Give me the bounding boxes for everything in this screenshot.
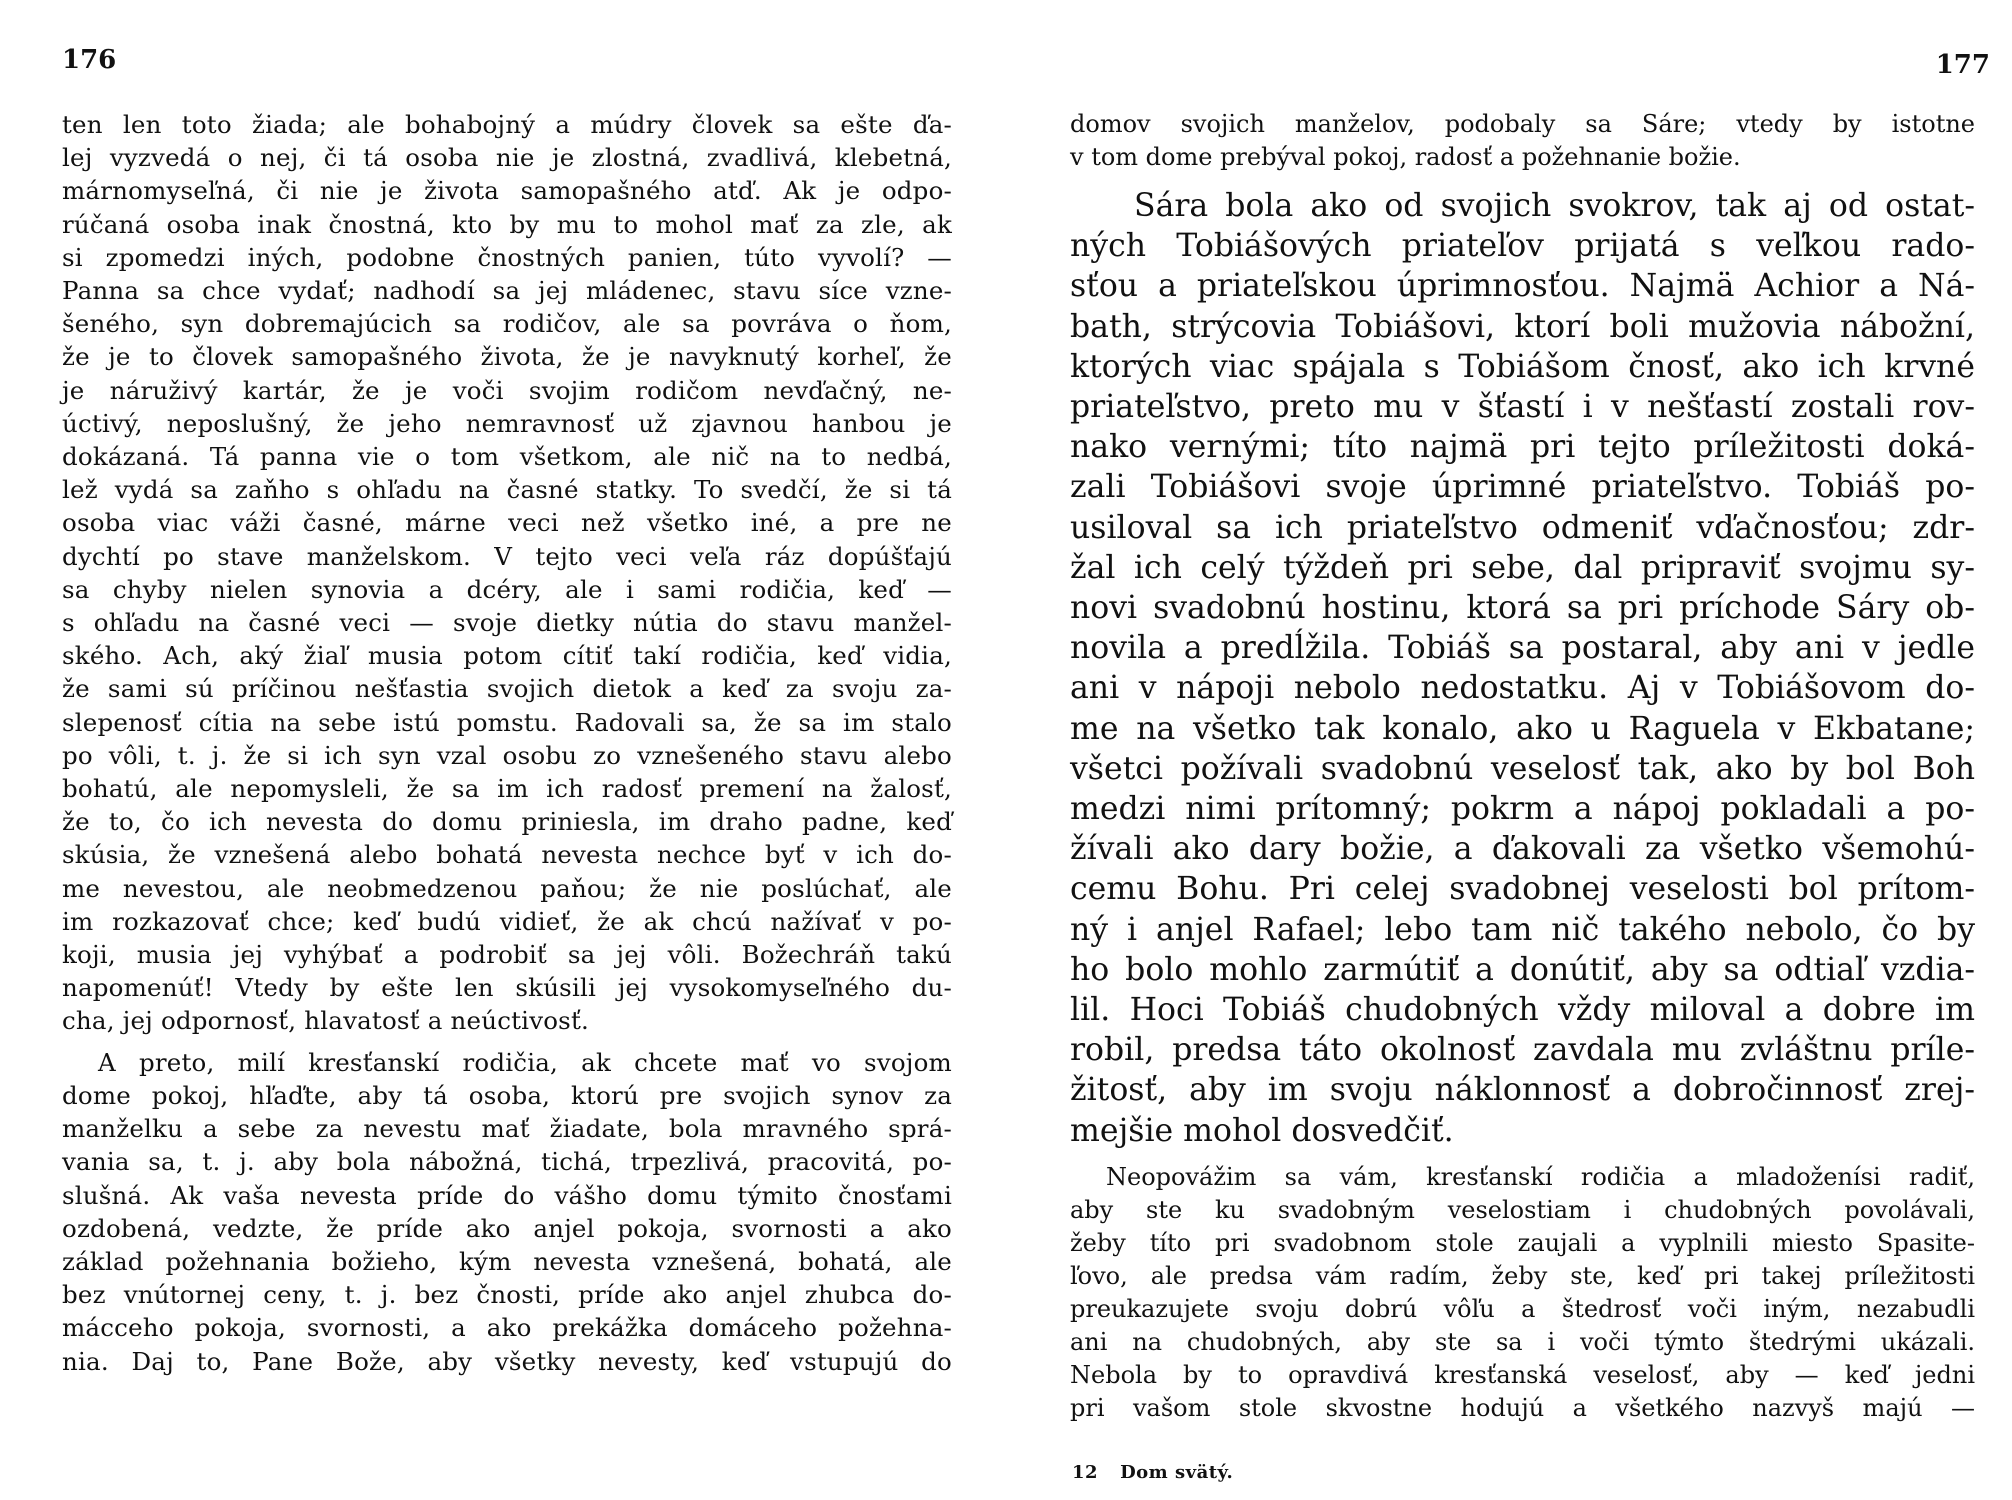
text-line: nako vernými; títo najmä pri tejto príležitosti doká- [1070,429,1975,466]
text-line: preukazujete svoju dobrú vôľu a štedrosť voči iným, nezabudli [1070,1294,1975,1323]
text-line: skúsia, že vznešená alebo bohatá nevesta nechce byť v ich do- [62,840,952,870]
text-line: ani na chudobných, aby ste sa i voči týmto štedrými ukázali. [1070,1327,1975,1356]
text-line: všetci požívali svadobnú veselosť tak, ako by bol Boh [1070,750,1975,787]
right-page-text [1070,108,1975,1425]
text-line: napomenúť! Vtedy by ešte len skúsili jej vysokomyseľného du- [62,973,952,1003]
left-page-text [62,108,952,1378]
text-line: cha, jej odpornosť, hlavatosť a neúctivosť. [62,1006,589,1036]
text-line: nia. Daj to, Pane Bože, aby všetky nevesty, keď vstupujú do [62,1346,952,1376]
text-line: aby ste ku svadobným veselostiam i chudobných povolávali, [1070,1195,1975,1224]
text-line: Panna sa chce vydať; nadhodí sa jej mládenec, stavu síce vzne- [62,276,952,306]
text-line: ných Tobiášových priateľov prijatá s veľkou rado- [1070,228,1975,265]
text-line: rúčaná osoba inak čnostná, kto by mu to mohol mať za zle, ak [62,209,952,239]
text-line: lil. Hoci Tobiáš chudobných vždy miloval a dobre im [1070,992,1975,1029]
text-line: ho bolo mohlo zarmútiť a donútiť, aby sa odtiaľ vzdia- [1070,951,1975,988]
text-line: že je to človek samopašného života, že je navyknutý korheľ, že [62,342,952,372]
text-line: ten len toto žiada; ale bohabojný a múdry človek sa ešte ďa- [62,110,952,139]
text-line: A preto, milí kresťanskí rodičia, ak chcete mať vo svojom [98,1047,952,1077]
text-line: novila a predĺžila. Tobiáš sa postaral, aby ani v jedle [1070,630,1975,667]
intro-paragraph [1070,108,1975,174]
text-line: v tom dome prebýval pokoj, radosť a požehnanie božie. [1070,143,1741,171]
text-line: ľovo, ale predsa vám radím, žeby ste, keď pri takej príležitosti [1070,1261,1975,1290]
text-line: že to, čo ich nevesta do domu priniesla, im draho padne, keď [62,807,952,837]
text-line: úctivý, neposlušný, že jeho nemravnosť už zjavnou hanbou je [62,408,952,438]
signature-title: Dom svätý. [1120,1462,1234,1483]
text-line: Sára bola ako od svojich svokrov, tak aj od ostat- [1134,188,1975,224]
text-line: žal ich celý týždeň pri sebe, dal pripraviť svojmu sy- [1070,549,1975,586]
text-line: lej vyzvedá o nej, či tá osoba nie je zlostná, zvadlivá, klebetná, [62,143,952,173]
text-line: zali Tobiášovi svoje úprimné priateľstvo. Tobiáš po- [1070,469,1975,506]
text-line: me na všetko tak konalo, ako u Raguela v Ekbatane; [1070,710,1975,747]
text-line: si zpomedzi iných, podobne čnostných panien, túto vyvolí? — [62,242,952,272]
text-line: dome pokoj, hľaďte, aby tá osoba, ktorú pre svojich synov za [62,1080,952,1110]
paragraph [62,108,952,1038]
text-line: pri vašom stole skvostne hodujú a všetkého nazvyš majú — [1070,1393,1975,1422]
text-line: ani v nápoji nebolo nedostatku. Aj v Tobiášovom do- [1070,670,1975,707]
text-line: márnomyseľná, či nie je života samopašného atď. Ak je odpo- [62,176,952,206]
text-line: koji, musia jej vyhýbať a podrobiť sa jej vôli. Božechráň takú [62,940,952,970]
text-line: sa chyby nielen synovia a dcéry, ale i sami rodičia, keď — [62,574,952,604]
text-line: dokázaná. Tá panna vie o tom všetkom, ale nič na to nedbá, [62,442,952,472]
text-line: žívali ako dary božie, a ďakovali za všetko všemohú- [1070,831,1975,868]
large-type-paragraph [1070,186,1975,1151]
text-line: základ požehnania božieho, kým nevesta vznešená, bohatá, ale [62,1246,952,1276]
text-line: vania sa, t. j. aby bola nábožná, tichá, trpezlivá, pracovitá, po- [62,1147,952,1177]
text-line: robil, predsa táto okolnosť zavdala mu zvláštnu príle- [1070,1032,1975,1069]
text-line: s ohľadu na časné veci — svoje dietky nútia do stavu manžel- [62,608,952,638]
text-line: bez vnútornej ceny, t. j. bez čnosti, príde ako anjel zhubca do- [62,1280,952,1310]
printer-signature [1072,1462,1255,1483]
text-line: sťou a priateľskou úprimnosťou. Najmä Achior a Ná- [1070,268,1975,305]
text-line: osoba viac váži časné, márne veci než všetko iné, a pre ne [62,508,952,538]
text-line: po vôli, t. j. že si ich syn vzal osobu zo vznešeného stavu alebo [62,740,952,770]
text-line: slepenosť cítia na sebe istú pomstu. Radovali sa, že sa im stalo [62,707,952,737]
text-line: dychtí po stave manželskom. V tejto veci veľa ráz dopúšťajú [62,541,952,571]
text-line: lež vydá sa zaňho s ohľadu na časné statky. To svedčí, že si tá [62,475,952,505]
text-line: Nebola by to opravdivá kresťanská veselosť, aby — keď jedni [1070,1360,1975,1389]
text-line: žeby títo pri svadobnom stole zaujali a vyplnili miesto Spasite- [1070,1228,1975,1257]
text-line: Neopovážim sa vám, kresťanskí rodičia a mladoženísi radiť, [1106,1162,1975,1191]
text-line: me nevestou, ale neobmedzenou paňou; že nie poslúchať, ale [62,873,952,903]
text-line: ského. Ach, aký žiaľ musia potom cítiť takí rodičia, keď vidia, [62,641,952,671]
text-line: im rozkazovať chce; keď budú vidieť, že ak chcú nažívať v po- [62,906,952,936]
text-line: manželku a sebe za nevestu mať žiadate, bola mravného sprá- [62,1114,952,1144]
text-line: ktorých viac spájala s Tobiášom čnosť, ako ich krvné [1070,348,1975,385]
text-line: je náruživý kartár, že je voči svojim rodičom nevďačný, ne- [62,375,952,405]
text-line: cemu Bohu. Pri celej svadobnej veselosti bol prítom- [1070,871,1975,908]
text-line: usiloval sa ich priateľstvo odmeniť vďačnosťou; zdr- [1070,509,1975,546]
text-line: medzi nimi prítomný; pokrm a nápoj pokladali a po- [1070,791,1975,828]
text-line: mácceho pokoja, svornosti, a ako prekážka domáceho požehna- [62,1313,952,1343]
paragraph [62,1046,952,1378]
text-line: domov svojich manželov, podobaly sa Sáre; vtedy by istotne [1070,110,1975,138]
text-line: ozdobená, vedzte, že príde ako anjel pokoja, svornosti a ako [62,1213,952,1243]
page-number-left: 176 [62,45,117,75]
small-type-paragraph [1070,1161,1975,1425]
text-line: bath, strýcovia Tobiášovi, ktorí boli mužovia nábožní, [1070,308,1975,345]
text-line: žitosť, aby im svoju náklonnosť a dobročinnosť zrej- [1070,1072,1975,1109]
page-number-right: 177 [1935,50,1990,80]
text-line: šeného, syn dobremajúcich sa rodičov, ale sa povráva o ňom, [62,309,952,339]
text-line: mejšie mohol dosvedčiť. [1070,1112,1454,1149]
text-line: ný i anjel Rafael; lebo tam nič takého nebolo, čo by [1070,911,1975,948]
text-line: že sami sú príčinou nešťastia svojich dietok a keď za svoju za- [62,674,952,704]
text-line: slušná. Ak vaša nevesta príde do vášho domu týmito čnosťami [62,1180,952,1210]
signature-number: 12 [1072,1462,1099,1483]
text-line: priateľstvo, preto mu v šťastí i v nešťastí zostali rov- [1070,389,1975,426]
text-line: novi svadobnú hostinu, ktorá sa pri príchode Sáry ob- [1070,590,1975,627]
text-line: bohatú, ale nepomysleli, že sa im ich radosť premení na žalosť, [62,774,952,804]
